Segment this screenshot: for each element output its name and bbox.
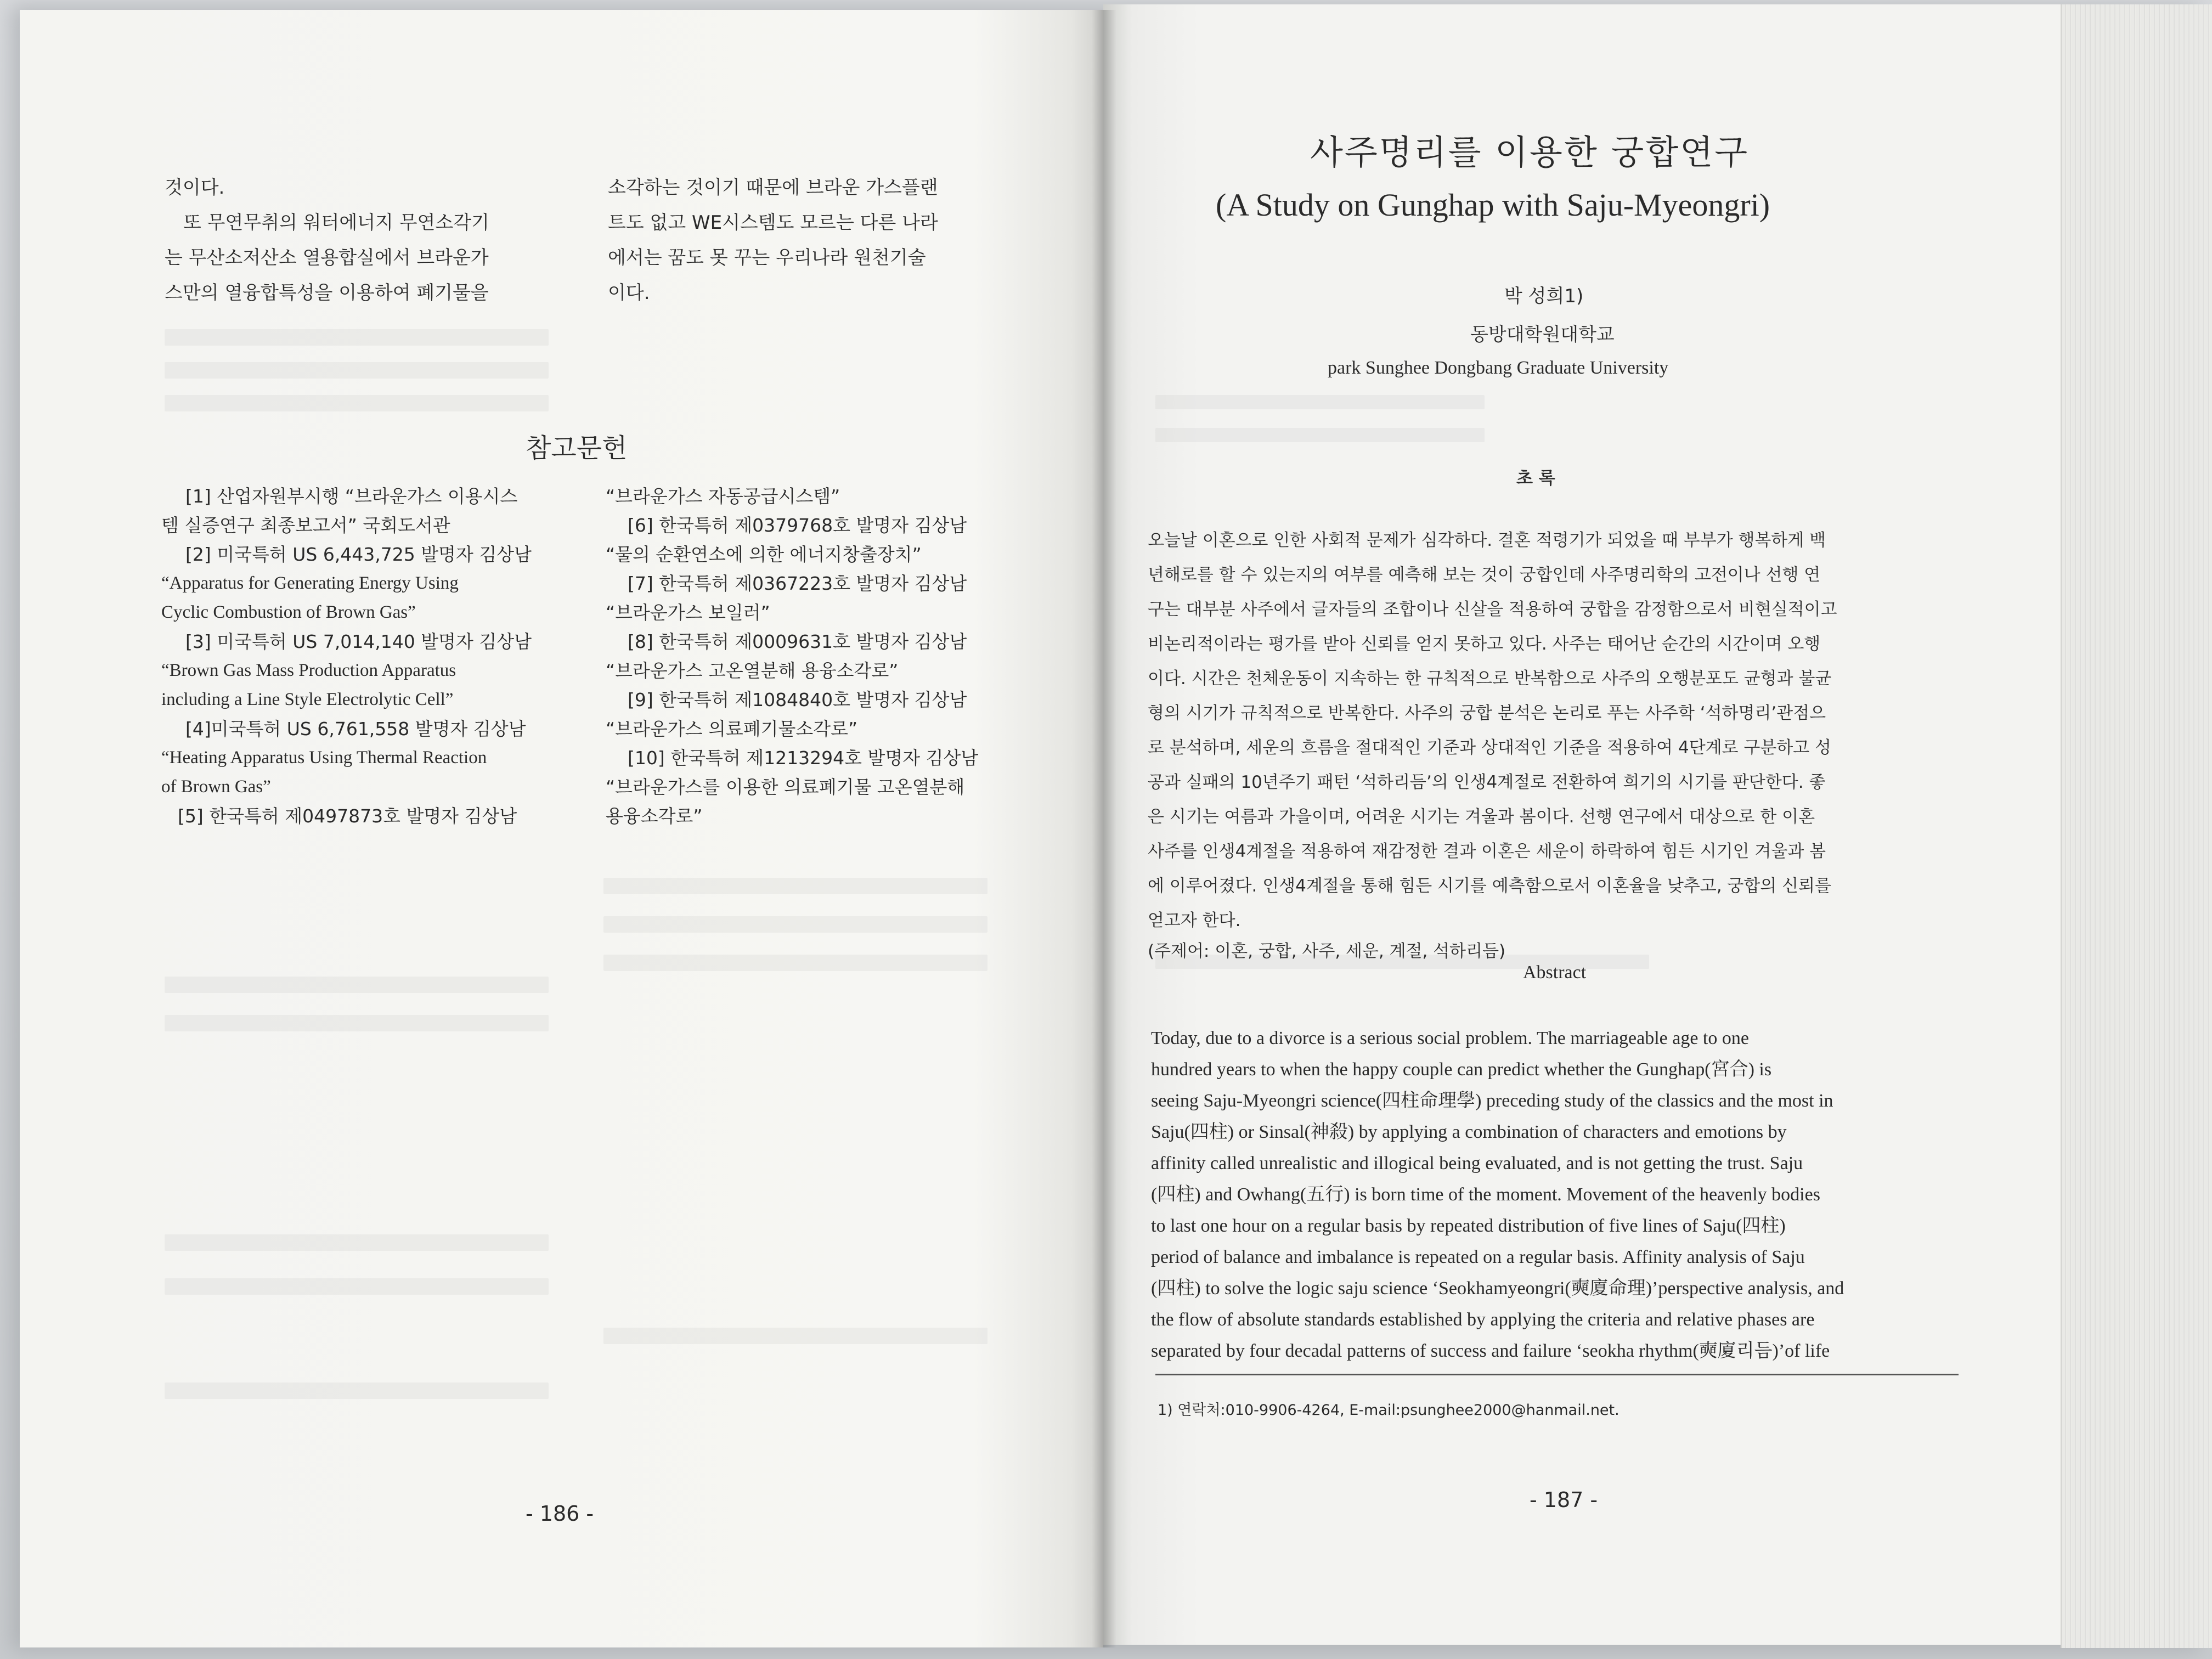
reference-line: [6] 한국특허 제0379768호 발명자 김상남 <box>628 515 967 536</box>
show-through-text <box>165 395 549 411</box>
show-through-text <box>603 955 988 971</box>
reference-line: [3] 미국특허 US 7,014,140 발명자 김상남 <box>185 631 532 652</box>
page-number-right: - 187 - <box>1530 1488 1598 1512</box>
body-line: 또 무연무취의 워터에너지 무연소각기 <box>183 212 489 234</box>
abstract-line: 공과 실패의 10년주기 패턴 ‘석하리듬’의 인생4계절로 전환하여 희기의 시기를 판단한다. 좋 <box>1148 772 1826 792</box>
author-english: park Sunghee Dongbang Graduate University <box>1328 358 1669 378</box>
abstract-line: 사주를 인생4계절을 적용하여 재감정한 결과 이혼은 세운이 하락하여 힘든 시기인 겨울과 봄 <box>1148 842 1826 861</box>
affiliation-korean: 동방대학원대학교 <box>1470 324 1615 346</box>
author-korean: 박 성희1) <box>1504 285 1584 307</box>
footnote-rule <box>1155 1374 1959 1375</box>
body-line: 이다. <box>608 282 650 304</box>
abstract-line: hundred years to when the happy couple can predict whether the Gunghap(宮合) is <box>1151 1059 1772 1080</box>
show-through-text <box>1155 395 1485 409</box>
reference-line: [5] 한국특허 제0497873호 발명자 김상남 <box>178 805 517 827</box>
page-stack-edge <box>2061 4 2212 1648</box>
references-col2 <box>606 482 978 831</box>
korean-abstract-body <box>1148 523 1837 964</box>
abstract-line: 은 시기는 여름과 가을이며, 어려운 시기는 겨울과 봄이다. 선행 연구에서 대상으로 한 이혼 <box>1148 807 1815 827</box>
reference-line: “브라운가스 자동공급시스템” <box>606 486 840 507</box>
reference-line: [7] 한국특허 제0367223호 발명자 김상남 <box>628 573 967 594</box>
reference-line: including a Line Style Electrolytic Cell” <box>161 690 454 709</box>
english-abstract-heading: Abstract <box>1523 962 1587 983</box>
reference-line: “Heating Apparatus Using Thermal Reaction <box>161 748 487 768</box>
reference-line: 용융소각로” <box>606 805 703 827</box>
show-through-text <box>165 362 549 379</box>
reference-line: “Brown Gas Mass Production Apparatus <box>161 661 456 680</box>
body-line: 에서는 꿈도 못 꾸는 우리나라 원천기술 <box>608 247 926 269</box>
reference-line: Cyclic Combustion of Brown Gas” <box>161 602 416 622</box>
show-through-text <box>165 329 549 346</box>
book-gutter <box>1092 10 1116 1647</box>
show-through-text <box>165 1234 549 1251</box>
reference-line: “브라운가스 고온열분해 용융소각로” <box>606 660 899 681</box>
abstract-line: 얻고자 한다. <box>1148 911 1241 930</box>
footnote: 1) 연락처:010-9906-4264, E-mail:psunghee2000@hanmail.net. <box>1158 1402 1620 1419</box>
body-text-col2 <box>608 170 938 311</box>
abstract-line: 로 분석하며, 세운의 흐름을 절대적인 기준과 상대적인 기준을 적용하여 4단계로 구분하고 성 <box>1148 738 1831 758</box>
show-through-text <box>603 878 988 894</box>
body-line: 트도 없고 WE시스템도 모르는 다른 나라 <box>608 212 938 234</box>
body-line: 스만의 열융합특성을 이용하여 폐기물을 <box>165 282 489 304</box>
article-title-english: (A Study on Gunghap with Saju-Myeongri) <box>1216 187 1770 223</box>
abstract-line: (四柱) and Owhang(五行) is born time of the moment. Movement of the heavenly bodies <box>1151 1184 1820 1205</box>
article-title-korean: 사주명리를 이용한 궁합연구 <box>1310 132 1750 172</box>
abstract-line: (四柱) to solve the logic saju science ‘Seokhamyeongri(奭廈命理)’perspective analysis, and <box>1151 1278 1844 1299</box>
korean-abstract-heading: 초 록 <box>1516 469 1555 488</box>
show-through-text <box>165 1383 549 1399</box>
body-line: 소각하는 것이기 때문에 브라운 가스플랜 <box>608 177 938 199</box>
abstract-line: 오늘날 이혼으로 인한 사회적 문제가 심각하다. 결혼 적령기가 되었을 때 부부가 행복하게 백 <box>1148 531 1826 550</box>
show-through-text <box>165 1278 549 1295</box>
keywords-line: (주제어: 이혼, 궁합, 사주, 세운, 계절, 석하리듬) <box>1148 941 1506 961</box>
references-heading: 참고문헌 <box>526 433 628 464</box>
body-line: 것이다. <box>165 177 225 199</box>
reference-line: of Brown Gas” <box>161 777 271 797</box>
reference-line: “브라운가스 보일러” <box>606 602 770 623</box>
abstract-line: 이다. 시간은 천체운동이 지속하는 한 규칙적으로 반복함으로 사주의 오행분포도 균형과 불균 <box>1148 669 1832 689</box>
abstract-line: to last one hour on a regular basis by repeated distribution of five lines of Saju(四柱) <box>1151 1216 1786 1236</box>
show-through-text <box>603 1328 988 1344</box>
show-through-text <box>603 916 988 933</box>
abstract-line: seeing Saju-Myeongri science(四柱命理學) preceding study of the classics and the most in <box>1151 1091 1833 1111</box>
abstract-line: 구는 대부분 사주에서 글자들의 조합이나 신살을 적용하여 궁합을 감정함으로서 비현실적이고 <box>1148 600 1837 619</box>
reference-line: [10] 한국특허 제1213294호 발명자 김상남 <box>628 747 979 769</box>
abstract-line: 형의 시기가 규칙적으로 반복한다. 사주의 궁합 분석은 논리로 푸는 사주학 ‘석하명리’관점으 <box>1148 703 1826 723</box>
abstract-line: period of balance and imbalance is repeated on a regular basis. Affinity analysis of Saju <box>1151 1247 1805 1267</box>
reference-line: [2] 미국특허 US 6,443,725 발명자 김상남 <box>185 544 532 565</box>
body-line: 는 무산소저산소 열용합실에서 브라운가 <box>165 247 489 269</box>
abstract-line: Today, due to a divorce is a serious social problem. The marriageable age to one <box>1151 1028 1749 1048</box>
abstract-line: 비논리적이라는 평가를 받아 신뢰를 얻지 못하고 있다. 사주는 태어난 순간의 시간이며 오행 <box>1148 634 1821 654</box>
show-through-text <box>1155 428 1485 442</box>
reference-line: [1] 산업자원부시행 “브라운가스 이용시스 <box>185 486 518 507</box>
abstract-line: 년해로를 할 수 있는지의 여부를 예측해 보는 것이 궁합인데 사주명리학의 고전이나 선행 연 <box>1148 565 1821 585</box>
reference-line: “브라운가스를 이용한 의료폐기물 고온열분해 <box>606 776 965 798</box>
reference-line: [8] 한국특허 제0009631호 발명자 김상남 <box>628 631 967 652</box>
abstract-line: Saju(四柱) or Sinsal(神殺) by applying a combination of characters and emotions by <box>1151 1122 1787 1142</box>
body-text-col1 <box>165 170 489 311</box>
abstract-line: 에 이루어졌다. 인생4계절을 통해 힘든 시기를 예측함으로서 이혼율을 낮추고, 궁합의 신뢰를 <box>1148 876 1831 896</box>
reference-line: “물의 순환연소에 의한 에너지창출장치” <box>606 544 922 565</box>
reference-line: [9] 한국특허 제1084840호 발명자 김상남 <box>628 689 967 710</box>
abstract-line: the flow of absolute standards established by applying the criteria and relative phases are <box>1151 1310 1815 1330</box>
show-through-text <box>165 977 549 993</box>
page-number-left: - 186 - <box>526 1502 594 1526</box>
abstract-line: separated by four decadal patterns of success and failure ‘seokha rhythm(奭廈리듬)’of life <box>1151 1341 1830 1361</box>
reference-line: [4]미국특허 US 6,761,558 발명자 김상남 <box>185 718 526 740</box>
reference-line: 템 실증연구 최종보고서” 국회도서관 <box>161 515 450 536</box>
abstract-line: affinity called unrealistic and illogical being evaluated, and is not getting the trust. Saju <box>1151 1153 1803 1173</box>
english-abstract-body <box>1151 1023 1844 1367</box>
show-through-text <box>165 1015 549 1031</box>
reference-line: “Apparatus for Generating Energy Using <box>161 573 459 593</box>
reference-line: “브라운가스 의료폐기물소각로” <box>606 718 858 740</box>
references-col1 <box>161 482 532 831</box>
